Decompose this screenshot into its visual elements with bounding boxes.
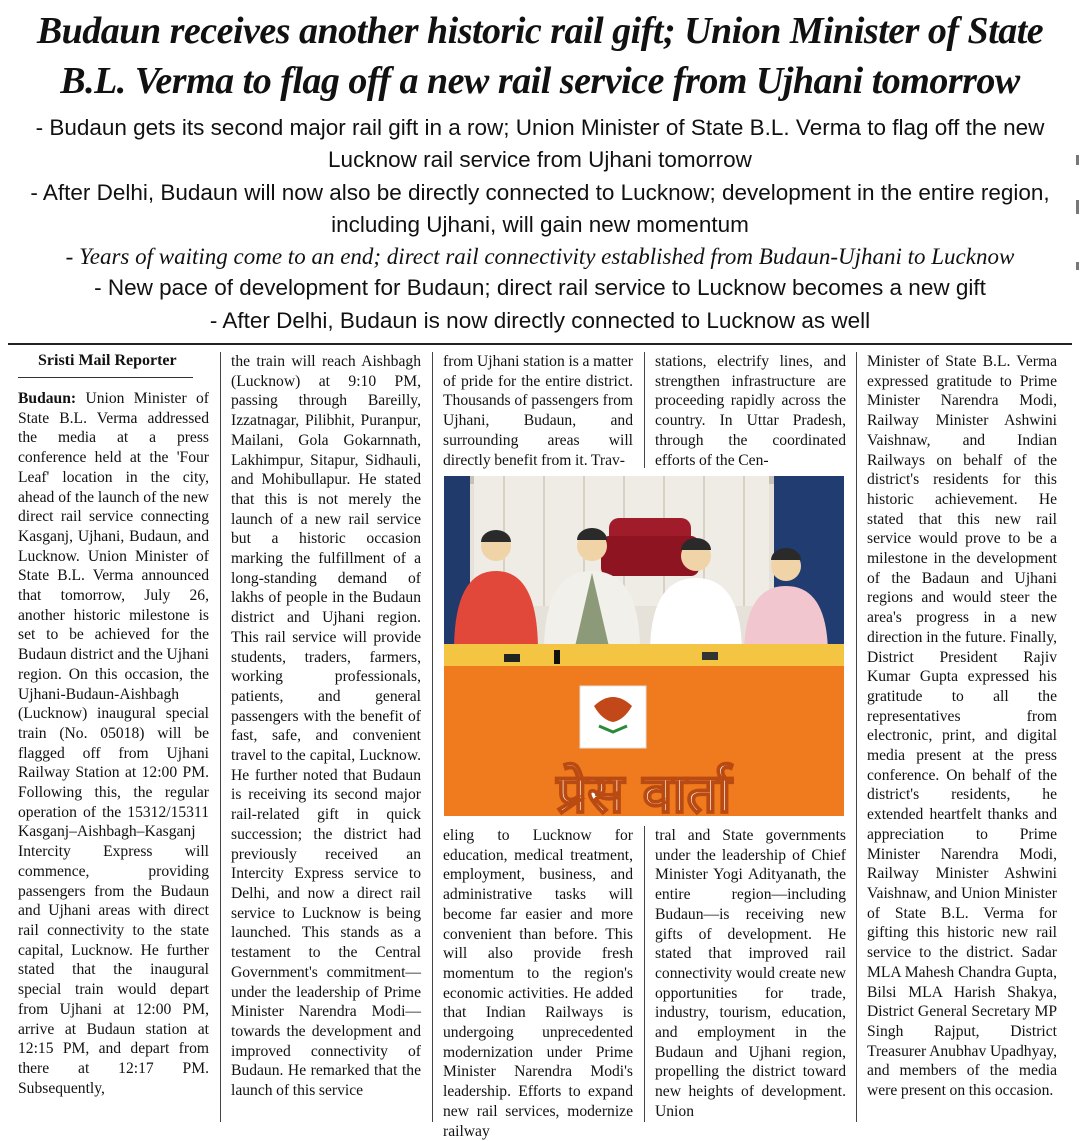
column-5-text: Minister of State B.L. Verma expressed gratitude to Prime Minister Narendra Modi, Railway Minister Ashwini Vaishnaw, and Indian Railways on behalf of the district's residents for this historic achievement. He stated that this new rail service would prove to be a milestone in the development of the Badaun and Ujhani regions and would steer the area's progress in a new direction in the future. Finally, District President Rajiv Kumar Gupta expressed his gratitude to all the representatives from electronic, print, and digital media present at the press conference. On behalf of the district's residents, he extended heartfelt thanks and appreciation to Prime Minister Narendra Modi, Railway Minister Ashwini Vaishnaw, and Union Minister of State B.L. Verma for gifting this historic new rail service to the district. Sadar MLA Mahesh Chandra Gupta, Bilsi MLA Harish Shakya, District General Secretary MP Singh Rajput, District Treasurer Anubhav Upadhyay, and members of the media were present on this occasion. (867, 353, 1057, 1100)
column-3-bottom-text: eling to Lucknow for education, medical treatment, employment, business, and administrative tasks will become far easier and more convenient than before. This will also provide fresh momentum to the region's economic activities. He added that Indian Railways is undergoing unprecedented modernization under Prime Minister Narendra Modi's leadership. Efforts to expand new rail services, modernize railway (443, 827, 633, 1140)
column-divider-3-bottom (644, 826, 645, 1122)
article-column-3-bottom (443, 826, 633, 1141)
column-divider-2 (432, 352, 433, 1122)
subhead-4: - New pace of development for Budaun; direct rail service to Lucknow becomes a new gift (94, 275, 986, 300)
column-divider-4 (856, 352, 857, 1122)
column-4-bottom-text: tral and State governments under the leadership of Chief Minister Yogi Adityanath, the entire region—including Budaun—is receiving new gifts of development. He stated that improved rail connectivity would create new opportunities for trade, industry, tourism, education, and employment in the Budaun and Ujhani region, propelling the district toward new heights of development. Union (655, 827, 846, 1120)
column-divider-3-top (644, 352, 645, 468)
headline-line-2: B.L. Verma to flag off a new rail service from Ujhani tomorrow (60, 60, 1020, 102)
press-conference-photo (444, 476, 844, 816)
page-edge-mark (1076, 200, 1079, 214)
banner-text: प्रेस वार्ता (556, 762, 732, 816)
column-2-text: the train will reach Aishbagh (Lucknow) at 9:10 PM, passing through Bareilly, Izzatnagar, Pilibhit, Puranpur, Mailani, Gola Gokarnnath, Lakhimpur, Sitapur, Sidhauli, and Mohibullapur. He stated that this is not merely the launch of a new rail service but a historic occasion marking the fulfillment of a long-standing demand of lakhs of people in the Budaun district and Ujhani region. This rail service will provide students, traders, farmers, working professionals, patients, and general passengers with the benefit of fast, safe, and convenient travel to the capital, Lucknow. He further noted that Budaun is receiving its second major rail-related gift in quick succession; the district had previously received an Intercity Express service to Delhi, and now a direct rail service to Lucknow is being launched. This stands as a testament to the Central Government's commitment—under the leadership of Prime Minister Narendra Modi—towards the development and improved connectivity of Budaun. He remarked that the launch of this service (231, 353, 421, 1100)
press-conference-image (444, 476, 844, 816)
headline-line-1: Budaun receives another historic rail gift; Union Minister of State (36, 10, 1044, 52)
subhead-2: - After Delhi, Budaun will now also be directly connected to Lucknow; development in the entire region, including Ujhani, will gain new momentum (30, 180, 1050, 237)
subhead-3: - Years of waiting come to an end; direct rail connectivity established from Budaun-Ujhani to Lucknow (65, 244, 1015, 269)
subhead-5: - After Delhi, Budaun is now directly connected to Lucknow as well (209, 308, 871, 333)
subhead-1: - Budaun gets its second major rail gift in a row; Union Minister of State B.L. Verma to flag off the new Lucknow rail service from Ujhani tomorrow (35, 115, 1045, 172)
article-column-3-top (443, 352, 633, 470)
column-3-top-text: from Ujhani station is a matter of pride for the entire district. Thousands of passengers from Ujhani, Budaun, and surrounding areas will directly benefit from it. Trav- (443, 353, 633, 469)
page-edge-mark (1076, 155, 1079, 165)
article-column-5 (867, 352, 1057, 1101)
article-column-1 (18, 389, 209, 1098)
article-column-2 (231, 352, 421, 1101)
byline: Sristi Mail Reporter (38, 352, 177, 369)
column-4-top-text: stations, electrify lines, and strengthen infrastructure are proceeding rapidly across the country. In Uttar Pradesh, through the coordinated efforts of the Cen- (655, 353, 846, 469)
page-edge-mark (1076, 262, 1079, 270)
dateline: Budaun: (18, 390, 77, 407)
column-1-text: Union Minister of State B.L. Verma addressed the media at a press conference held at the 'Four Leaf' location in the city, ahead of the launch of the new direct rail service connecting Kasganj, Ujhani, Budaun, and Lucknow. Union Minister of State B.L. Verma announced that tomorrow, July 26, another historic milestone is set to be achieved for the Budaun district and the Ujhani region. On this occasion, the Ujhani-Budaun-Aishbagh (Lucknow) inaugural special train (No. 05018) will be flagged off from Ujhani Railway Station at 12:00 PM. Following this, the regular operation of the 15312/15311 Kasganj–Aishbagh–Kasganj Intercity Express will commence, providing passengers from the Budaun and Ujhani areas with direct rail connectivity to the state capital, Lucknow. He further stated that the inaugural special train would depart from Ujhani at 12:00 PM, arrive at Budaun station at 12:15 PM, and depart from there at 12:17 PM. Subsequently, (18, 390, 209, 1097)
article-column-4-top (655, 352, 846, 470)
header-rule (8, 343, 1072, 345)
column-divider-1 (220, 352, 221, 1122)
byline-rule (18, 377, 193, 378)
headline (0, 6, 1080, 106)
article-column-4-bottom (655, 826, 846, 1122)
